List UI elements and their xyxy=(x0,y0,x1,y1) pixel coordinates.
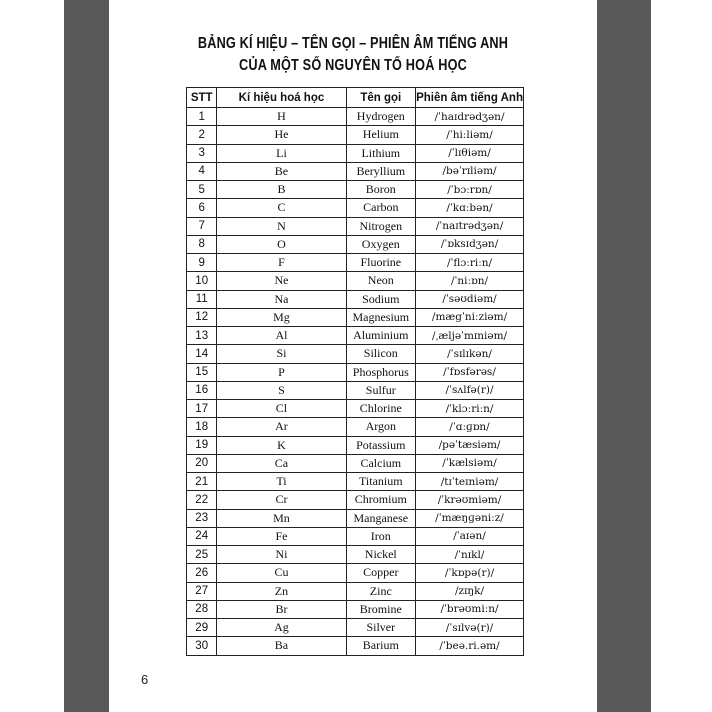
symbol-cell: Cr xyxy=(217,491,346,509)
name-cell: Barium xyxy=(346,637,416,655)
header-pronunciation: Phiên âm tiếng Anh xyxy=(416,88,524,108)
stt-cell: 3 xyxy=(187,144,217,162)
table-row xyxy=(187,600,524,618)
pronunciation-cell: /tɪˈteɪniəm/ xyxy=(416,473,524,491)
stt-cell: 5 xyxy=(187,181,217,199)
table-row xyxy=(187,144,524,162)
stt-cell: 28 xyxy=(187,600,217,618)
table-row xyxy=(187,235,524,253)
pronunciation-cell: /ˌæljəˈmɪniəm/ xyxy=(416,327,524,345)
name-cell: Nitrogen xyxy=(346,217,416,235)
table-row xyxy=(187,473,524,491)
pronunciation-cell: /ˈmæŋɡəniːz/ xyxy=(416,509,524,527)
name-cell: Helium xyxy=(346,126,416,144)
pronunciation-cell: /ˈbɔːrɒn/ xyxy=(416,181,524,199)
name-cell: Bromine xyxy=(346,600,416,618)
stt-cell: 20 xyxy=(187,454,217,472)
stt-cell: 22 xyxy=(187,491,217,509)
pronunciation-cell: /ˈnaɪtrədʒən/ xyxy=(416,217,524,235)
pronunciation-cell: /ˈkɑːbən/ xyxy=(416,199,524,217)
stt-cell: 19 xyxy=(187,436,217,454)
pronunciation-cell: /ˈniːɒn/ xyxy=(416,272,524,290)
pronunciation-cell: /ˈnɪkl/ xyxy=(416,546,524,564)
stt-cell: 27 xyxy=(187,582,217,600)
stt-cell: 24 xyxy=(187,527,217,545)
name-cell: Sulfur xyxy=(346,381,416,399)
pronunciation-cell: /mægˈniːziəm/ xyxy=(416,308,524,326)
symbol-cell: N xyxy=(217,217,346,235)
name-cell: Silver xyxy=(346,619,416,637)
pronunciation-cell: /ˈflɔːriːn/ xyxy=(416,254,524,272)
stt-cell: 21 xyxy=(187,473,217,491)
header-symbol: Kí hiệu hoá học xyxy=(217,88,346,108)
name-cell: Calcium xyxy=(346,454,416,472)
pronunciation-cell: /ˈkɒpə(r)/ xyxy=(416,564,524,582)
stt-cell: 11 xyxy=(187,290,217,308)
pronunciation-cell: /ˈhiːliəm/ xyxy=(416,126,524,144)
table-row xyxy=(187,527,524,545)
pronunciation-cell: /zɪŋk/ xyxy=(416,582,524,600)
pronunciation-cell: /ˈɑːɡɒn/ xyxy=(416,418,524,436)
symbol-cell: C xyxy=(217,199,346,217)
stt-cell: 4 xyxy=(187,162,217,180)
pronunciation-cell: /ˈhaɪdrədʒən/ xyxy=(416,108,524,126)
name-cell: Hydrogen xyxy=(346,108,416,126)
name-cell: Neon xyxy=(346,272,416,290)
symbol-cell: Mg xyxy=(217,308,346,326)
symbol-cell: Ar xyxy=(217,418,346,436)
symbol-cell: Ba xyxy=(217,637,346,655)
stt-cell: 16 xyxy=(187,381,217,399)
pronunciation-cell: /ˈsɪlɪkən/ xyxy=(416,345,524,363)
name-cell: Chromium xyxy=(346,491,416,509)
pronunciation-cell: /ˈklɔːriːn/ xyxy=(416,400,524,418)
title-line-1: BẢNG KÍ HIỆU – TÊN GỌI – PHIÊN ÂM TIẾNG ANH xyxy=(197,35,509,52)
stt-cell: 2 xyxy=(187,126,217,144)
name-cell: Copper xyxy=(346,564,416,582)
table-row xyxy=(187,181,524,199)
pronunciation-cell: /ˈbeə.ri.əm/ xyxy=(416,637,524,655)
elements-table xyxy=(186,87,524,656)
table-row xyxy=(187,308,524,326)
table-row xyxy=(187,436,524,454)
name-cell: Fluorine xyxy=(346,254,416,272)
symbol-cell: Si xyxy=(217,345,346,363)
symbol-cell: Cu xyxy=(217,564,346,582)
name-cell: Aluminium xyxy=(346,327,416,345)
stt-cell: 23 xyxy=(187,509,217,527)
stt-cell: 6 xyxy=(187,199,217,217)
name-cell: Titanium xyxy=(346,473,416,491)
stt-cell: 25 xyxy=(187,546,217,564)
symbol-cell: Ti xyxy=(217,473,346,491)
symbol-cell: Mn xyxy=(217,509,346,527)
table-row xyxy=(187,272,524,290)
table-row xyxy=(187,637,524,655)
symbol-cell: Ni xyxy=(217,546,346,564)
pronunciation-cell: /ˈsʌlfə(r)/ xyxy=(416,381,524,399)
pronunciation-cell: /pəˈtæsiəm/ xyxy=(416,436,524,454)
name-cell: Boron xyxy=(346,181,416,199)
stt-cell: 10 xyxy=(187,272,217,290)
table-row xyxy=(187,582,524,600)
symbol-cell: K xyxy=(217,436,346,454)
pronunciation-cell: /ˈsəʊdiəm/ xyxy=(416,290,524,308)
symbol-cell: Ne xyxy=(217,272,346,290)
stt-cell: 7 xyxy=(187,217,217,235)
stt-cell: 29 xyxy=(187,619,217,637)
symbol-cell: F xyxy=(217,254,346,272)
table-row xyxy=(187,509,524,527)
stt-cell: 14 xyxy=(187,345,217,363)
name-cell: Manganese xyxy=(346,509,416,527)
table-row xyxy=(187,162,524,180)
table-row xyxy=(187,126,524,144)
table-body xyxy=(187,108,524,656)
stt-cell: 1 xyxy=(187,108,217,126)
symbol-cell: S xyxy=(217,381,346,399)
name-cell: Chlorine xyxy=(346,400,416,418)
page-number: 6 xyxy=(141,672,149,687)
symbol-cell: P xyxy=(217,363,346,381)
name-cell: Oxygen xyxy=(346,235,416,253)
table-row xyxy=(187,217,524,235)
stt-cell: 30 xyxy=(187,637,217,655)
table-row xyxy=(187,491,524,509)
stt-cell: 9 xyxy=(187,254,217,272)
table-row xyxy=(187,454,524,472)
table-row xyxy=(187,290,524,308)
name-cell: Silicon xyxy=(346,345,416,363)
symbol-cell: Br xyxy=(217,600,346,618)
symbol-cell: Ag xyxy=(217,619,346,637)
symbol-cell: Al xyxy=(217,327,346,345)
symbol-cell: Ca xyxy=(217,454,346,472)
pronunciation-cell: /ˈaɪən/ xyxy=(416,527,524,545)
table-row xyxy=(187,199,524,217)
name-cell: Argon xyxy=(346,418,416,436)
document-page xyxy=(109,0,597,712)
name-cell: Potassium xyxy=(346,436,416,454)
symbol-cell: Na xyxy=(217,290,346,308)
pronunciation-cell: /ˈbrəʊmiːn/ xyxy=(416,600,524,618)
stt-cell: 8 xyxy=(187,235,217,253)
table-row xyxy=(187,254,524,272)
symbol-cell: B xyxy=(217,181,346,199)
pronunciation-cell: /ˈkælsiəm/ xyxy=(416,454,524,472)
symbol-cell: O xyxy=(217,235,346,253)
header-stt: STT xyxy=(187,88,217,108)
header-name: Tên gọi xyxy=(346,88,416,108)
symbol-cell: Be xyxy=(217,162,346,180)
stt-cell: 18 xyxy=(187,418,217,436)
table-header-row xyxy=(187,88,524,108)
table-row xyxy=(187,400,524,418)
name-cell: Zinc xyxy=(346,582,416,600)
pronunciation-cell: /ˈlɪθiəm/ xyxy=(416,144,524,162)
name-cell: Beryllium xyxy=(346,162,416,180)
table-row xyxy=(187,418,524,436)
name-cell: Lithium xyxy=(346,144,416,162)
table-row xyxy=(187,327,524,345)
stt-cell: 17 xyxy=(187,400,217,418)
table-row xyxy=(187,619,524,637)
symbol-cell: He xyxy=(217,126,346,144)
name-cell: Sodium xyxy=(346,290,416,308)
name-cell: Phosphorus xyxy=(346,363,416,381)
symbol-cell: Zn xyxy=(217,582,346,600)
stt-cell: 13 xyxy=(187,327,217,345)
symbol-cell: Li xyxy=(217,144,346,162)
pronunciation-cell: /ˈsɪlvə(r)/ xyxy=(416,619,524,637)
stt-cell: 12 xyxy=(187,308,217,326)
pronunciation-cell: /ˈfɒsfərəs/ xyxy=(416,363,524,381)
symbol-cell: Fe xyxy=(217,527,346,545)
table-row xyxy=(187,546,524,564)
symbol-cell: H xyxy=(217,108,346,126)
table-row xyxy=(187,363,524,381)
table-row xyxy=(187,108,524,126)
name-cell: Carbon xyxy=(346,199,416,217)
pronunciation-cell: /ˈɒksɪdʒən/ xyxy=(416,235,524,253)
title-line-2: CỦA MỘT SỐ NGUYÊN TỐ HOÁ HỌC xyxy=(239,57,467,74)
name-cell: Iron xyxy=(346,527,416,545)
table-row xyxy=(187,564,524,582)
stt-cell: 15 xyxy=(187,363,217,381)
table-row xyxy=(187,381,524,399)
symbol-cell: Cl xyxy=(217,400,346,418)
table-row xyxy=(187,345,524,363)
stt-cell: 26 xyxy=(187,564,217,582)
name-cell: Magnesium xyxy=(346,308,416,326)
pronunciation-cell: /bəˈrɪliəm/ xyxy=(416,162,524,180)
pronunciation-cell: /ˈkrəʊmiəm/ xyxy=(416,491,524,509)
name-cell: Nickel xyxy=(346,546,416,564)
